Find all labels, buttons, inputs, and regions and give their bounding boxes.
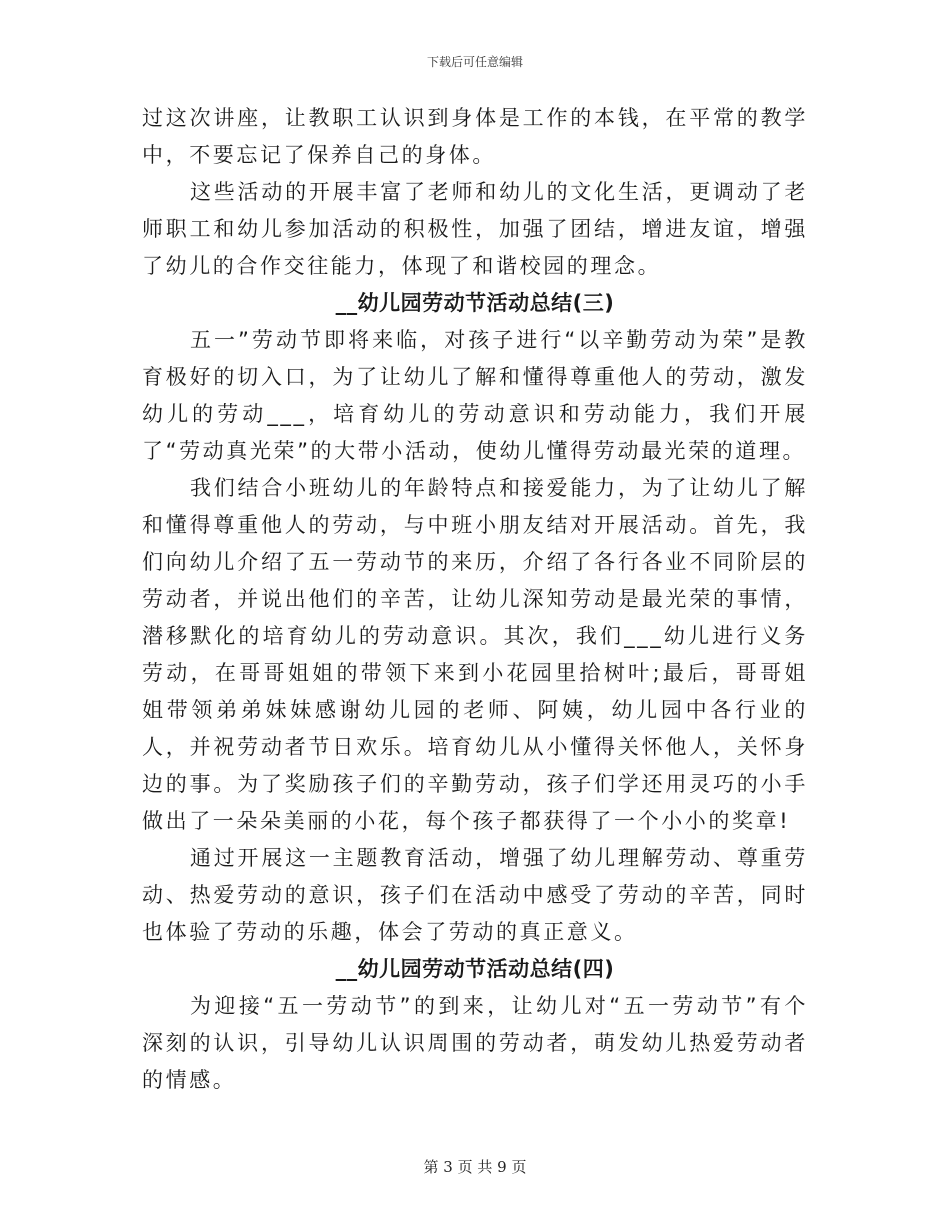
section-heading: __幼儿园劳动节活动总结(四) — [335, 957, 615, 981]
paragraph: 这些活动的开展丰富了老师和幼儿的文化生活，更调动了老师职工和幼儿参加活动的积极性，加强了团结，增进友谊，增强了幼儿的合作交往能力，体现了和谐校园的理念。 — [142, 180, 808, 278]
paragraph: 通过开展这一主题教育活动，增强了幼儿理解劳动、尊重劳动、热爱劳动的意识，孩子们在活动中感受了劳动的辛苦，同时也体验了劳动的乐趣，体会了劳动的真正意义。 — [142, 846, 808, 944]
page-number-footer: 第 3 页 共 9 页 — [423, 1158, 527, 1176]
paragraph: 五一”劳动节即将来临，对孩子进行“以辛勤劳动为荣”是教育极好的切入口，为了让幼儿了解和懂得尊重他人的劳动，激发幼儿的劳动___，培育幼儿的劳动意识和劳动能力，我们开展了“劳动真光荣”的大带小活动，使幼儿懂得劳动最光荣的道理。 — [142, 328, 808, 463]
paragraph: 我们结合小班幼儿的年龄特点和接爱能力，为了让幼儿了解和懂得尊重他人的劳动，与中班小朋友结对开展活动。首先，我们向幼儿介绍了五一劳动节的来历，介绍了各行各业不同阶层的劳动者，并说出他们的辛苦，让幼儿深知劳动是最光荣的事情，潜移默化的培育幼儿的劳动意识。其次，我们___幼儿进行义务劳动，在哥哥姐姐的带领下来到小花园里拾树叶;最后，哥哥姐姐带领弟弟妹妹感谢幼儿园的老师、阿姨，幼儿园中各行业的人，并祝劳动者节日欢乐。培育幼儿从小懂得关怀他人，关怀身边的事。为了奖励孩子们的辛勤劳动，孩子们学还用灵巧的小手做出了一朵朵美丽的小花，每个孩子都获得了一个小小的奖章! — [142, 476, 808, 833]
paragraph: 过这次讲座，让教职工认识到身体是工作的本钱，在平常的教学中，不要忘记了保养自己的身体。 — [142, 106, 808, 167]
document-body — [142, 100, 808, 1099]
section-heading: __幼儿园劳动节活动总结(三) — [335, 291, 615, 315]
page-header-note: 下载后可任意编辑 — [426, 55, 523, 69]
paragraph: 为迎接“五一劳动节”的到来，让幼儿对“五一劳动节”有个深刻的认识，引导幼儿认识周围的劳动者，萌发幼儿热爱劳动者的情感。 — [142, 994, 808, 1092]
